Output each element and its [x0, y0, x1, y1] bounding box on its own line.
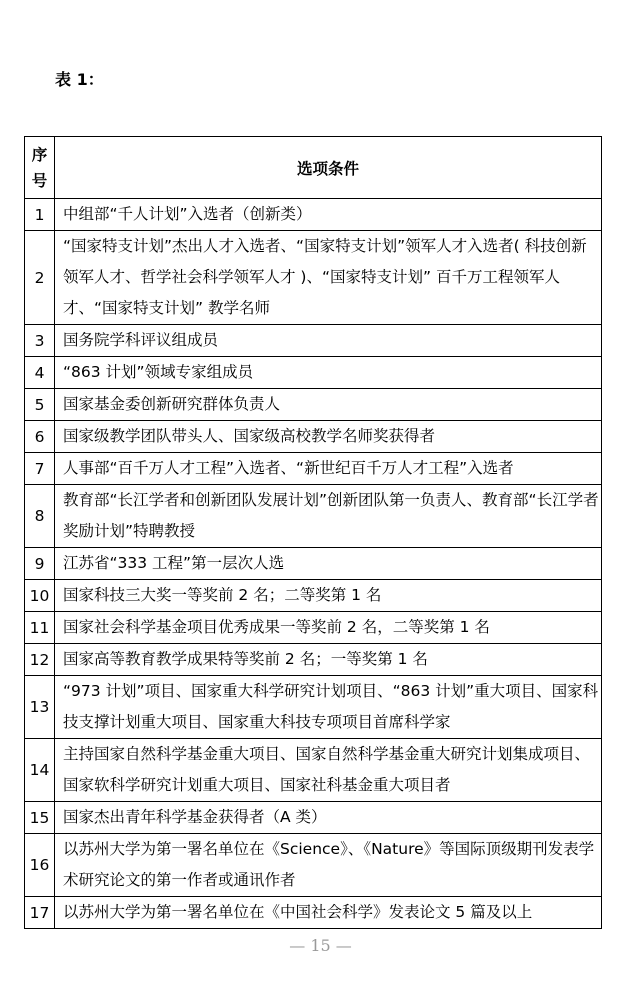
- table-row: [25, 231, 602, 325]
- row-text: 教育部“长江学者和创新团队发展计划”创新团队第一负责人、教育部“长江学者奖励计划”特聘教授: [55, 485, 602, 548]
- table-row: [25, 580, 602, 612]
- row-number: 12: [25, 644, 55, 676]
- row-number: 10: [25, 580, 55, 612]
- table-row: [25, 548, 602, 580]
- table-row: [25, 453, 602, 485]
- row-number: 6: [25, 421, 55, 453]
- row-text: 国家杰出青年科学基金获得者（A 类）: [55, 802, 602, 834]
- row-text: 国家高等教育教学成果特等奖前 2 名；一等奖第 1 名: [55, 644, 602, 676]
- table-row: [25, 199, 602, 231]
- row-number: 13: [25, 676, 55, 739]
- row-text: 江苏省“333 工程”第一层次人选: [55, 548, 602, 580]
- table-row: [25, 612, 602, 644]
- table-row: [25, 421, 602, 453]
- header-number: 序号: [25, 137, 55, 199]
- table-row: [25, 325, 602, 357]
- row-number: 4: [25, 357, 55, 389]
- row-number: 8: [25, 485, 55, 548]
- row-number: 2: [25, 231, 55, 325]
- row-text: 以苏州大学为第一署名单位在《中国社会科学》发表论文 5 篇及以上: [55, 897, 602, 929]
- row-number: 9: [25, 548, 55, 580]
- row-number: 7: [25, 453, 55, 485]
- table-row: [25, 739, 602, 802]
- row-text: “863 计划”领域专家组成员: [55, 357, 602, 389]
- table-row: [25, 802, 602, 834]
- row-text: 国务院学科评议组成员: [55, 325, 602, 357]
- table-row: [25, 389, 602, 421]
- table-row: [25, 357, 602, 389]
- conditions-table: [24, 136, 602, 929]
- row-text: 国家科技三大奖一等奖前 2 名；二等奖第 1 名: [55, 580, 602, 612]
- row-text: 国家基金委创新研究群体负责人: [55, 389, 602, 421]
- table-row: [25, 676, 602, 739]
- row-number: 5: [25, 389, 55, 421]
- row-number: 11: [25, 612, 55, 644]
- table-row: [25, 644, 602, 676]
- row-number: 3: [25, 325, 55, 357]
- row-number: 15: [25, 802, 55, 834]
- row-text: 国家级教学团队带头人、国家级高校教学名师奖获得者: [55, 421, 602, 453]
- row-text: 主持国家自然科学基金重大项目、国家自然科学基金重大研究计划集成项目、国家软科学研究计划重大项目、国家社科基金重大项目者: [55, 739, 602, 802]
- row-text: 中组部“千人计划”入选者（创新类）: [55, 199, 602, 231]
- row-text: 人事部“百千万人才工程”入选者、“新世纪百千万人才工程”入选者: [55, 453, 602, 485]
- table-row: [25, 485, 602, 548]
- row-number: 16: [25, 834, 55, 897]
- header-condition: 选项条件: [55, 137, 602, 199]
- table-header-row: [25, 137, 602, 199]
- page-number: — 15 —: [289, 936, 352, 955]
- row-number: 17: [25, 897, 55, 929]
- row-text: 以苏州大学为第一署名单位在《Science》、《Nature》等国际顶级期刊发表学术研究论文的第一作者或通讯作者: [55, 834, 602, 897]
- row-text: “国家特支计划”杰出人才入选者、“国家特支计划”领军人才入选者( 科技创新领军人才、哲学社会科学领军人才 )、“国家特支计划” 百千万工程领军人才、“国家特支计划” 教学名师: [55, 231, 602, 325]
- row-number: 1: [25, 199, 55, 231]
- row-text: “973 计划”项目、国家重大科学研究计划项目、“863 计划”重大项目、国家科技支撑计划重大项目、国家重大科技专项项目首席科学家: [55, 676, 602, 739]
- row-text: 国家社会科学基金项目优秀成果一等奖前 2 名，二等奖第 1 名: [55, 612, 602, 644]
- table-row: [25, 897, 602, 929]
- table-label: 表 1：: [55, 70, 104, 89]
- table-row: [25, 834, 602, 897]
- row-number: 14: [25, 739, 55, 802]
